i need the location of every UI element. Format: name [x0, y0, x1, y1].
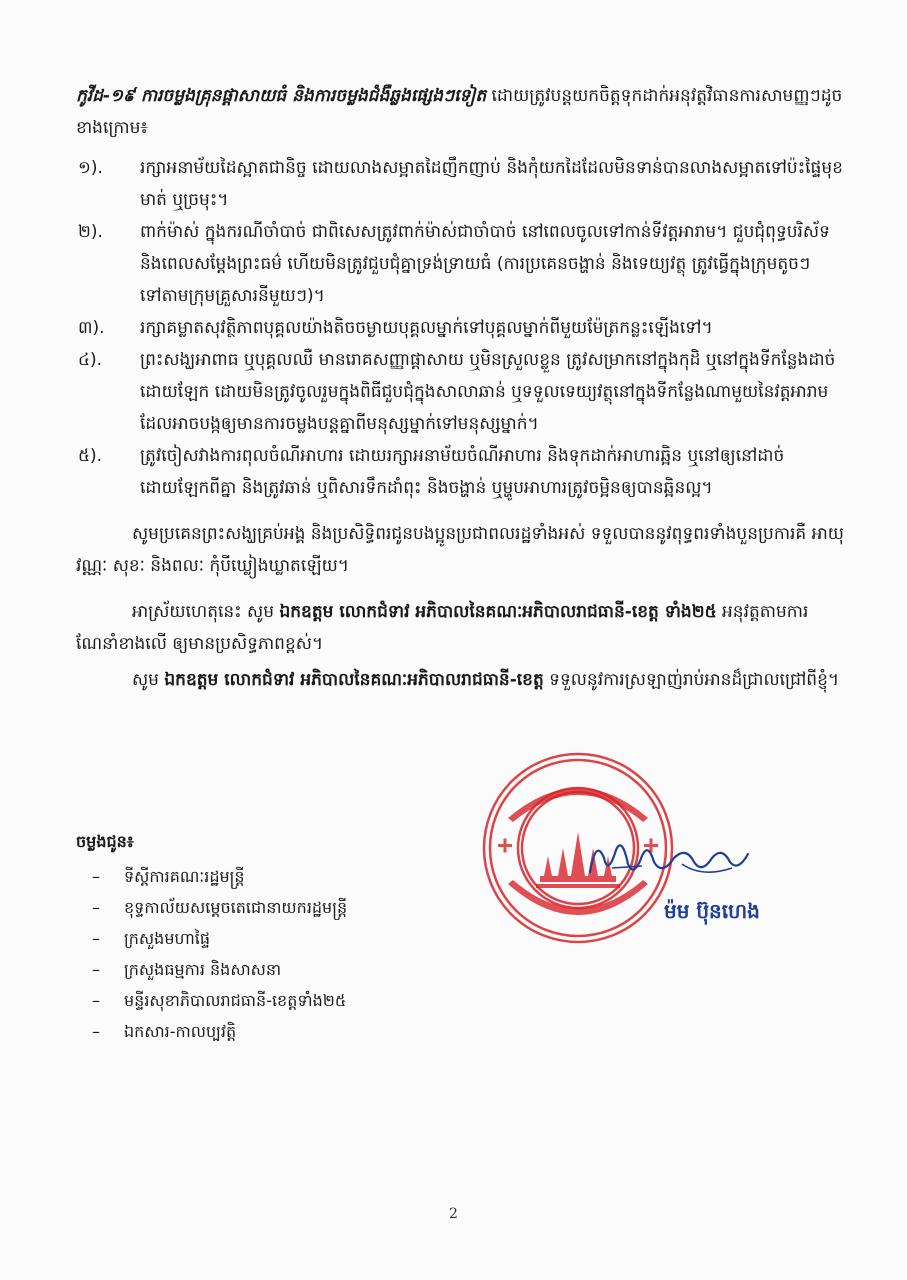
closing-paragraph [76, 664, 846, 696]
dash-icon: – [92, 1022, 100, 1041]
list-item [76, 1016, 496, 1047]
intro-bold-topic: កូវីដ-១៩ ការចម្លងគ្រុនផ្តាសាយធំ និងការចម្លងជំងឺឆ្លងផ្សេងៗទៀត [76, 86, 487, 106]
item-number: ១). [78, 158, 103, 178]
page-number: 2 [449, 1206, 458, 1222]
cc-title: ចម្លងជូន៖ [76, 832, 134, 851]
closing-post: ទទួលនូវការស្រឡាញ់រាប់អានដ៏ជ្រាលជ្រៅពីខ្ញុំ។ [543, 670, 840, 690]
blessing-paragraph: សូមប្រគេនព្រះសង្ឃគ្រប់អង្គ និងប្រសិទ្ធិពរជូនបងប្អូនប្រជាពលរដ្ឋទាំងអស់ ទទួលបាននូវពុទ្ធពរទាំងបួនប្រការគឺ អាយុ វណ្ណៈ សុខៈ និងពលៈ កុំបីឃ្លៀងឃ្លាតឡើយ។ [76, 524, 844, 576]
cc-recipient: ក្រសួងធម្មការ និងសាសនា [124, 960, 282, 979]
item-text: ត្រូវចៀសវាងការពុលចំណីអាហារ ដោយរក្សាអនាម័យចំណីអាហារ និងទុកដាក់អាហារឆ្អិន ឬនៅឲ្យនៅដាច់ដោយឡែកពីគ្នា និងត្រូវឆាន់ ឬពិសារទឹកដាំពុះ និងចង្ហាន់ ឬម្ហូបអាហារត្រូវចម្អិនឲ្យបានឆ្អិនល្អ។ [140, 446, 785, 498]
item-number: ២). [78, 222, 103, 242]
intro-paragraph [76, 80, 846, 144]
list-item [76, 954, 496, 985]
letter-body [76, 80, 846, 696]
dash-icon: – [92, 991, 100, 1010]
cc-list [76, 861, 496, 1047]
list-item [76, 923, 496, 954]
item-number: ៣). [78, 318, 105, 338]
list-item [76, 152, 846, 216]
list-item [76, 985, 496, 1016]
request-addressee: ឯកឧត្តម លោកជំទាវ អភិបាលនៃគណៈអភិបាលរាជធានី-ខេត្ត ទាំង២៥ [279, 602, 717, 622]
list-item [76, 344, 846, 440]
list-item [76, 440, 846, 504]
closing-addressee: ឯកឧត្តម លោកជំទាវ អភិបាលនៃគណៈអភិបាលរាជធានី-ខេត្ត [164, 670, 544, 690]
closing-pre: សូម [132, 670, 165, 690]
item-number: ៥). [78, 446, 103, 466]
cc-recipient: ក្រសួងមហាផ្ទៃ [124, 929, 211, 948]
list-item [76, 861, 496, 892]
dash-icon: – [92, 898, 100, 917]
dash-icon: – [92, 929, 100, 948]
list-item [76, 892, 496, 923]
item-text: រក្សាអនាម័យដៃស្អាតជានិច្ច ដោយលាងសម្អាតដៃញឹកញាប់ និងកុំយកដៃដែលមិនទាន់បានលាងសម្អាតទៅប៉ះផ្ទៃមុខ មាត់ ឬច្រមុះ។ [140, 158, 843, 210]
cc-recipient: មន្ទីរសុខាភិបាលរាជធានី-ខេត្តទាំង២៥ [124, 991, 347, 1010]
item-number: ៤). [78, 350, 103, 370]
list-item [76, 216, 846, 312]
cc-recipient: ទីស្តីការគណៈរដ្ឋមន្ត្រី [124, 867, 245, 886]
handwritten-signature [582, 828, 762, 888]
item-text: ព្រះសង្ឃអាពាធ ឬបុគ្គលឈឺ មានរោគសញ្ញាផ្តាសាយ ឬមិនស្រួលខ្លួន ត្រូវសម្រាកនៅក្នុងកុដិ ឬនៅក្នុងទីកន្លែងដាច់ដោយឡែក ដោយមិនត្រូវចូលរួមក្នុងពិធីជួបជុំក្នុងសាលាឆាន់ ឬទទួលទេយ្យវត្ថុនៅក្នុងទីកន្លែងណាមួយនៃវត្តអារាម ដែលអាចបង្កឲ្យមានការចម្លងបន្តគ្នាពីមនុស្សម្នាក់ទៅមនុស្សម្នាក់។ [140, 350, 836, 434]
cc-recipient: ខុទ្ទកាល័យសម្តេចតេជោនាយករដ្ឋមន្ត្រី [124, 898, 348, 917]
signer-name: ម៉ម ប៊ុនហេង [664, 899, 760, 923]
item-text: រក្សាគម្លាតសុវត្ថិភាពបុគ្គលយ៉ាងតិចចម្ងាយបុគ្គលម្នាក់ទៅបុគ្គលម្នាក់ពីមួយម៉ែត្រកន្លះឡើងទៅ។ [140, 318, 713, 338]
list-item [76, 312, 846, 344]
intro-text: ដោយត្រូវបន្តយកចិត្តទុកដាក់អនុវត្តវិធានការសាមញ្ញៗដូចខាងក្រោម៖ [76, 86, 843, 138]
dash-icon: – [92, 867, 100, 886]
request-post: អនុវត្តតាមការណែនាំខាងលើ ឲ្យមានប្រសិទ្ធភាពខ្ពស់។ [76, 602, 809, 654]
cc-recipient: ឯកសារ-កាលប្បវត្តិ [124, 1022, 237, 1041]
item-text: ពាក់ម៉ាស់ ក្នុងករណីចាំបាច់ ជាពិសេសត្រូវពាក់ម៉ាស់ជាចាំបាច់ នៅពេលចូលទៅកាន់ទីវត្តអារាម។ ជួបជុំពុទ្ធបរិស័ទ និងពេលសម្តែងព្រះធម៌ ហើយមិនត្រូវជួបជុំគ្នាទ្រង់ទ្រាយធំ (ការប្រគេនចង្ហាន់ និងទេយ្យវត្ថុ ត្រូវធ្វើក្នុងក្រុមតូចៗ ទៅតាមក្រុមគ្រួសារនីមួយៗ)។ [140, 222, 830, 306]
carbon-copy-section [76, 826, 496, 1047]
request-paragraph [76, 596, 846, 660]
request-pre: អាស្រ័យហេតុនេះ សូម [132, 602, 280, 622]
dash-icon: – [92, 960, 100, 979]
